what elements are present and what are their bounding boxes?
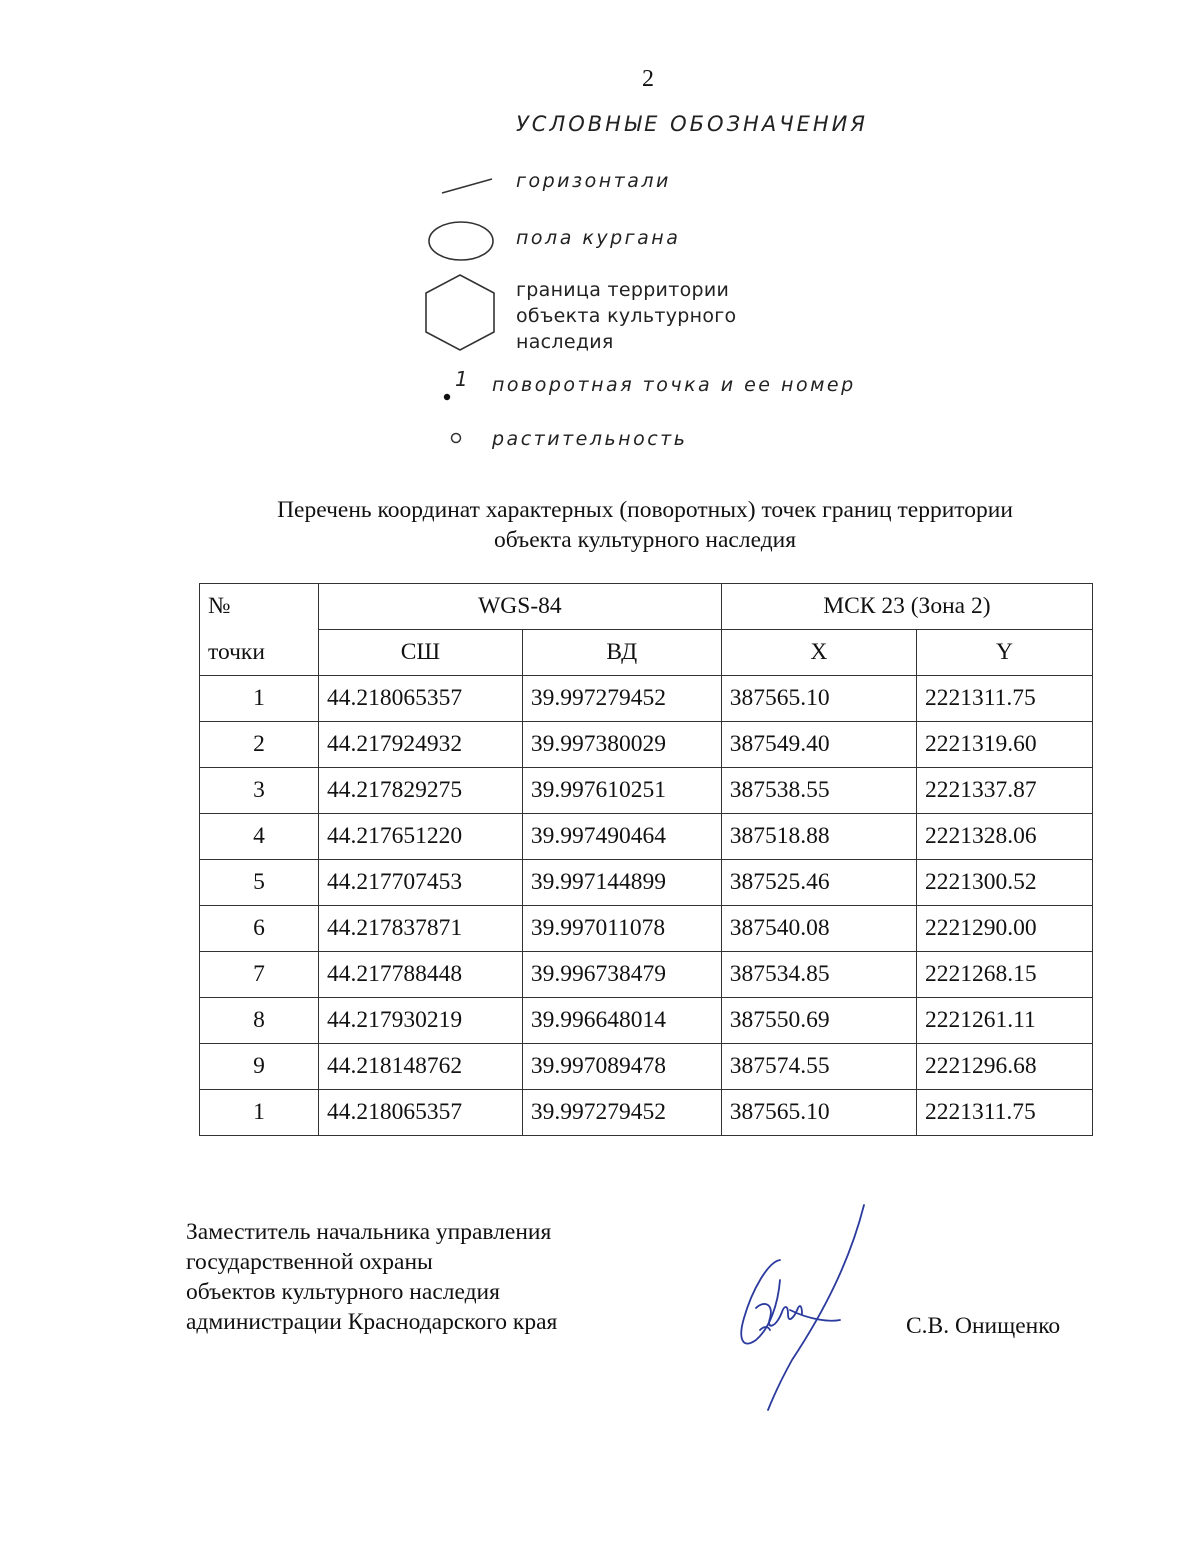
table-row — [200, 814, 1093, 860]
table-row — [200, 676, 1093, 722]
point-number-cell: 8 — [200, 998, 319, 1044]
table-row — [200, 906, 1093, 952]
table-caption-line: объекта культурного наследия — [493, 527, 797, 553]
contour-line-icon — [440, 176, 496, 196]
lon-cell: 39.997610251 — [522, 768, 721, 814]
lat-cell: 44.217788448 — [318, 952, 522, 998]
y-cell: 2221328.06 — [917, 814, 1093, 860]
vegetation-circle-icon — [448, 430, 464, 446]
header-x-cell: X — [721, 630, 916, 676]
legend-title: УСЛОВНЫЕ ОБОЗНАЧЕНИЯ — [516, 112, 868, 136]
legend-boundary-line: наследия — [516, 331, 614, 353]
coordinates-table — [199, 583, 1093, 1136]
lon-cell: 39.996738479 — [522, 952, 721, 998]
header-y-cell: Y — [917, 630, 1093, 676]
signer-position — [186, 1217, 557, 1337]
x-cell: 387565.10 — [721, 1090, 916, 1136]
lat-cell: 44.217651220 — [318, 814, 522, 860]
table-header-row — [200, 584, 1093, 630]
table-row — [200, 1090, 1093, 1136]
signer-position-line: Заместитель начальника управления — [186, 1219, 552, 1245]
y-cell: 2221311.75 — [917, 1090, 1093, 1136]
point-number-cell: 9 — [200, 1044, 319, 1090]
lon-cell: 39.997089478 — [522, 1044, 721, 1090]
legend-vegetation-label: растительность — [492, 428, 688, 450]
lon-cell: 39.996648014 — [522, 998, 721, 1044]
page-number: 2 — [642, 66, 654, 92]
point-number-cell: 4 — [200, 814, 319, 860]
x-cell: 387565.10 — [721, 676, 916, 722]
lat-cell: 44.217924932 — [318, 722, 522, 768]
legend-contours-label: горизонтали — [516, 170, 671, 192]
lon-cell: 39.997144899 — [522, 860, 721, 906]
table-row — [200, 768, 1093, 814]
y-cell: 2221311.75 — [917, 676, 1093, 722]
legend-turning-point-label: поворотная точка и ее номер — [492, 374, 856, 396]
header-number-cell: № — [200, 584, 319, 630]
x-cell: 387534.85 — [721, 952, 916, 998]
lon-cell: 39.997279452 — [522, 1090, 721, 1136]
y-cell: 2221290.00 — [917, 906, 1093, 952]
point-number-cell: 6 — [200, 906, 319, 952]
header-lat-cell: СШ — [318, 630, 522, 676]
signer-position-line: объектов культурного наследия — [186, 1279, 500, 1305]
lat-cell: 44.218065357 — [318, 676, 522, 722]
table-row — [200, 998, 1093, 1044]
lat-cell: 44.218148762 — [318, 1044, 522, 1090]
signer-position-line: государственной охраны — [186, 1249, 433, 1275]
header-wgs84-cell: WGS-84 — [318, 584, 721, 630]
point-number-cell: 7 — [200, 952, 319, 998]
header-msk-cell: МСК 23 (Зона 2) — [721, 584, 1092, 630]
point-number-cell: 3 — [200, 768, 319, 814]
lon-cell: 39.997490464 — [522, 814, 721, 860]
table-row — [200, 722, 1093, 768]
header-lon-cell: ВД — [522, 630, 721, 676]
x-cell: 387518.88 — [721, 814, 916, 860]
mound-base-ellipse-icon — [426, 218, 498, 264]
table-row — [200, 1044, 1093, 1090]
x-cell: 387525.46 — [721, 860, 916, 906]
lon-cell: 39.997279452 — [522, 676, 721, 722]
lat-cell: 44.217707453 — [318, 860, 522, 906]
x-cell: 387538.55 — [721, 768, 916, 814]
point-number-cell: 1 — [200, 676, 319, 722]
x-cell: 387550.69 — [721, 998, 916, 1044]
point-number-cell: 2 — [200, 722, 319, 768]
x-cell: 387574.55 — [721, 1044, 916, 1090]
legend-boundary-label — [516, 277, 736, 355]
legend-mound-base-label: пола кургана — [516, 227, 681, 249]
lon-cell: 39.997380029 — [522, 722, 721, 768]
legend-boundary-line: граница территории — [516, 279, 730, 301]
lat-cell: 44.217930219 — [318, 998, 522, 1044]
handwritten-signature — [730, 1200, 880, 1415]
x-cell: 387540.08 — [721, 906, 916, 952]
point-number-cell: 5 — [200, 860, 319, 906]
lat-cell: 44.217837871 — [318, 906, 522, 952]
table-caption-line: Перечень координат характерных (поворотных) точек границ территории — [277, 497, 1013, 523]
turning-point-number: 1 — [455, 367, 468, 391]
lon-cell: 39.997011078 — [522, 906, 721, 952]
y-cell: 2221337.87 — [917, 768, 1093, 814]
point-number-cell: 1 — [200, 1090, 319, 1136]
table-row — [200, 952, 1093, 998]
turning-point-dot-icon — [440, 390, 454, 404]
x-cell: 387549.40 — [721, 722, 916, 768]
lat-cell: 44.218065357 — [318, 1090, 522, 1136]
table-row — [200, 860, 1093, 906]
legend-boundary-line: объекта культурного — [516, 305, 737, 327]
table-caption — [0, 495, 1200, 555]
signer-position-line: администрации Краснодарского края — [186, 1309, 558, 1335]
table-subheader-row — [200, 630, 1093, 676]
y-cell: 2221261.11 — [917, 998, 1093, 1044]
y-cell: 2221296.68 — [917, 1044, 1093, 1090]
header-point-cell: точки — [200, 630, 319, 676]
lat-cell: 44.217829275 — [318, 768, 522, 814]
y-cell: 2221300.52 — [917, 860, 1093, 906]
y-cell: 2221319.60 — [917, 722, 1093, 768]
boundary-hexagon-icon — [420, 272, 500, 354]
y-cell: 2221268.15 — [917, 952, 1093, 998]
signer-name: С.В. Онищенко — [906, 1313, 1061, 1339]
